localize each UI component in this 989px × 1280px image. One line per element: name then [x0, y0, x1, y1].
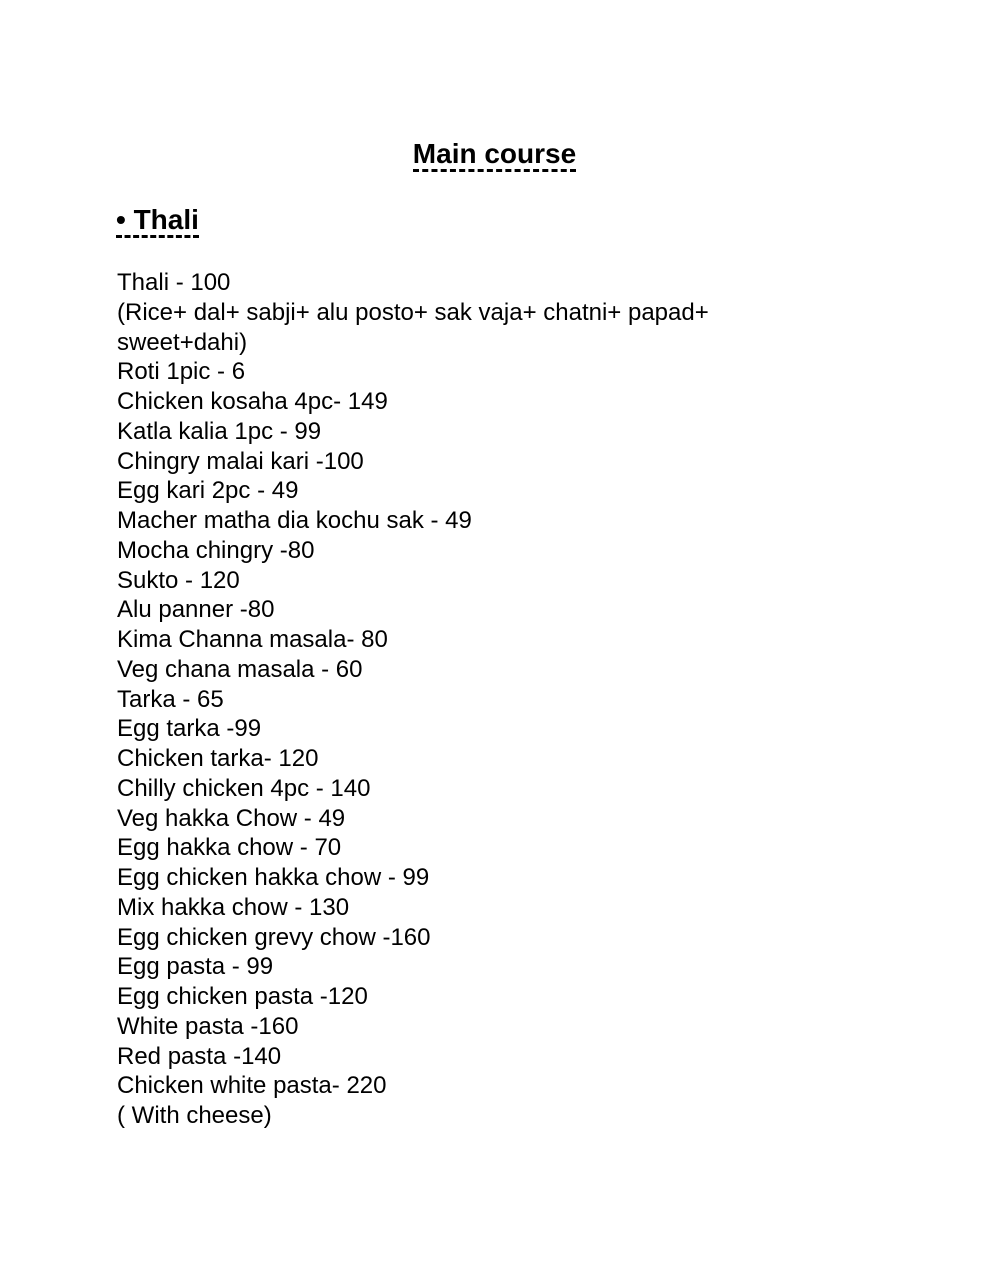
menu-line: Egg chicken pasta -120	[117, 983, 368, 1010]
menu-line: Tarka - 65	[117, 685, 224, 713]
menu-line: Alu panner -80	[117, 596, 275, 624]
menu-line: Egg pasta - 99	[117, 953, 274, 981]
menu-line: Egg chicken grevy chow -160	[117, 923, 431, 951]
menu-line: Sukto - 120	[117, 566, 240, 594]
menu-line: sweet+dahi)	[117, 328, 248, 356]
menu-line: Roti 1pic - 6	[117, 358, 246, 386]
menu-line: Chingry malai kari -100	[117, 447, 364, 475]
menu-line: Kima Channa masala- 80	[117, 626, 388, 653]
menu-line: Chilly chicken 4pc - 140	[117, 774, 371, 802]
menu-line: Egg chicken hakka chow - 99	[117, 864, 430, 891]
page-title	[0, 136, 989, 172]
menu-line: (Rice+ dal+ sabji+ alu posto+ sak vaja+ chatni+ papad+	[117, 298, 709, 326]
menu-line: Egg tarka -99	[117, 715, 262, 743]
menu-line: Thali - 100	[117, 269, 231, 296]
menu-item-list	[117, 268, 709, 1131]
menu-line: Chicken tarka- 120	[117, 745, 319, 772]
menu-line: Egg kari 2pc - 49	[117, 477, 299, 505]
section-heading	[116, 202, 199, 238]
section-heading-text: • Thali	[116, 204, 199, 238]
menu-line: Mocha chingry -80	[117, 536, 315, 564]
menu-line: Red pasta -140	[117, 1042, 282, 1070]
menu-line: Chicken white pasta- 220	[117, 1072, 387, 1100]
menu-line: Chicken kosaha 4pc- 149	[117, 388, 388, 415]
menu-line: White pasta -160	[117, 1012, 299, 1040]
menu-line: Veg chana masala - 60	[117, 655, 363, 683]
page-title-text: Main course	[413, 138, 576, 172]
menu-line: Macher matha dia kochu sak - 49	[117, 507, 472, 534]
menu-line: Veg hakka Chow - 49	[117, 804, 346, 832]
menu-line: Mix hakka chow - 130	[117, 893, 350, 921]
menu-line: ( With cheese)	[117, 1102, 272, 1129]
menu-line: Katla kalia 1pc - 99	[117, 417, 322, 445]
menu-line: Egg hakka chow - 70	[117, 834, 342, 862]
